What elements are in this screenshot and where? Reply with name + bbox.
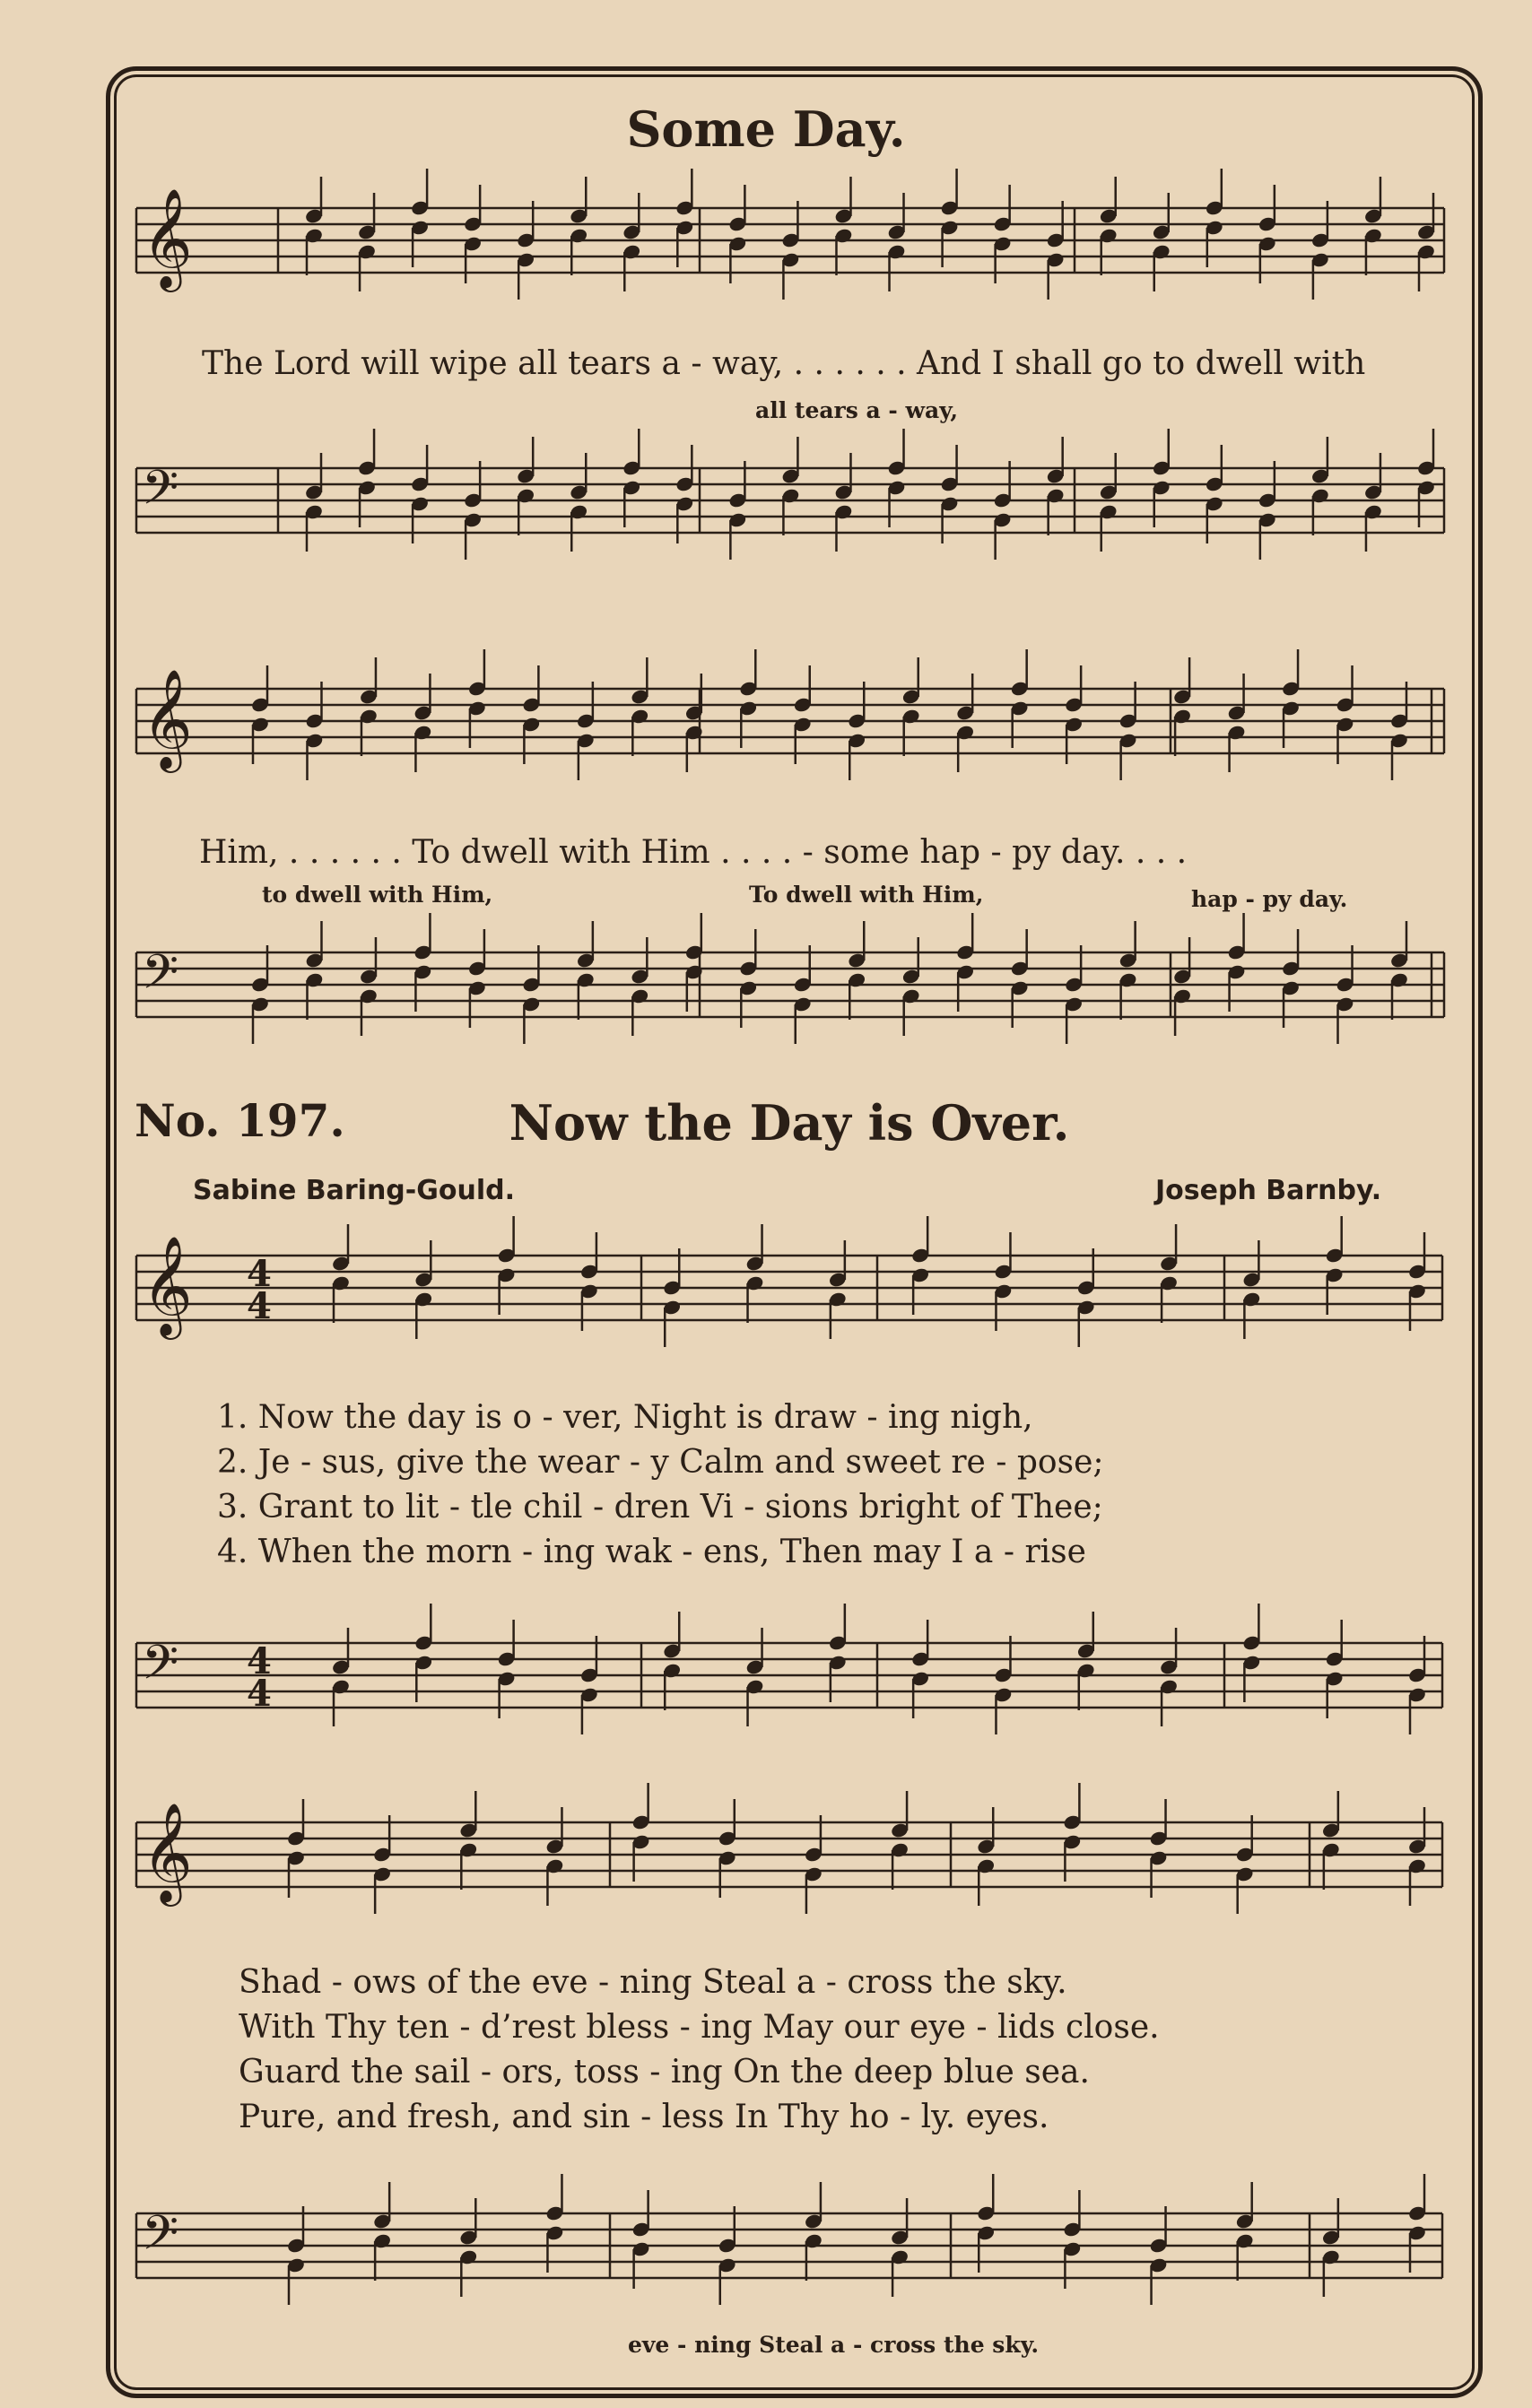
lyric-line: The Lord will wipe all tears a - way, . . . . . . And I shall go to dwell with — [202, 345, 1366, 382]
treble-clef-icon: 𝄞 — [142, 1802, 193, 1902]
staff-treble-2 — [136, 649, 1444, 780]
verse-line: 4. When the morn - ing wak - ens, Then may I a - rise — [217, 1534, 1086, 1570]
bass-lyric: eve - ning Steal a - cross the sky. — [628, 2332, 1040, 2358]
alto-lyric: to dwell with Him, — [262, 882, 493, 908]
staff-bass-3 — [136, 1604, 1442, 1734]
verse-line: Shad - ows of the eve - ning Steal a - cross the sky. — [239, 1964, 1067, 2001]
verse-line: Guard the sail - ors, toss - ing On the deep blue sea. — [239, 2054, 1090, 2091]
time-signature-treble: 4 — [247, 1285, 272, 1327]
staff-bass-4 — [136, 2174, 1442, 2305]
song-title: Some Day. — [626, 100, 906, 158]
staff-treble-1 — [136, 169, 1444, 300]
alto-lyric: To dwell with Him, — [749, 882, 984, 908]
lyric-line: Him, . . . . . . To dwell with Him . . . . - some hap - py day. . . . — [199, 834, 1188, 871]
time-signature-bass: 4 — [247, 1640, 272, 1682]
alto-lyric: hap - py day. — [1191, 886, 1348, 912]
staff-treble-3 — [136, 1216, 1442, 1347]
staff-treble-4 — [136, 1783, 1442, 1914]
author-credit: Sabine Baring-Gould. — [193, 1175, 515, 1206]
composer-credit: Joseph Barnby. — [1155, 1175, 1382, 1206]
verse-block-a — [217, 1399, 1104, 1578]
bass-clef-icon: 𝄢 — [142, 461, 179, 527]
verse-line: With Thy ten - d’rest bless - ing May our eye - lids close. — [239, 2009, 1160, 2046]
verse-block-b — [239, 1964, 1160, 2143]
verse-line: 3. Grant to lit - tle chil - dren Vi - sions bright of Thee; — [217, 1489, 1103, 1526]
bass-clef-icon: 𝄢 — [142, 945, 179, 1012]
treble-clef-icon: 𝄞 — [142, 668, 193, 769]
hymn-number: No. 197. — [135, 1094, 345, 1147]
verse-line: 2. Je - sus, give the wear - y Calm and sweet re - pose; — [217, 1444, 1104, 1481]
time-signature-treble: 4 — [247, 1253, 272, 1295]
staff-bass-2 — [136, 913, 1444, 1044]
bass-clef-icon: 𝄢 — [142, 1636, 179, 1702]
hymn-title: Now the Day is Over. — [509, 1094, 1070, 1152]
verse-line: 1. Now the day is o - ver, Night is draw - ing nigh, — [217, 1399, 1033, 1436]
alto-lyric: all tears a - way, — [755, 397, 959, 423]
time-signature-bass: 4 — [247, 1673, 272, 1715]
bass-clef-icon: 𝄢 — [142, 2206, 179, 2273]
treble-clef-icon: 𝄞 — [142, 187, 193, 288]
treble-clef-icon: 𝄞 — [142, 1235, 193, 1335]
staff-bass-1 — [136, 429, 1444, 560]
verse-line: Pure, and fresh, and sin - less In Thy ho - ly. eyes. — [239, 2099, 1049, 2135]
